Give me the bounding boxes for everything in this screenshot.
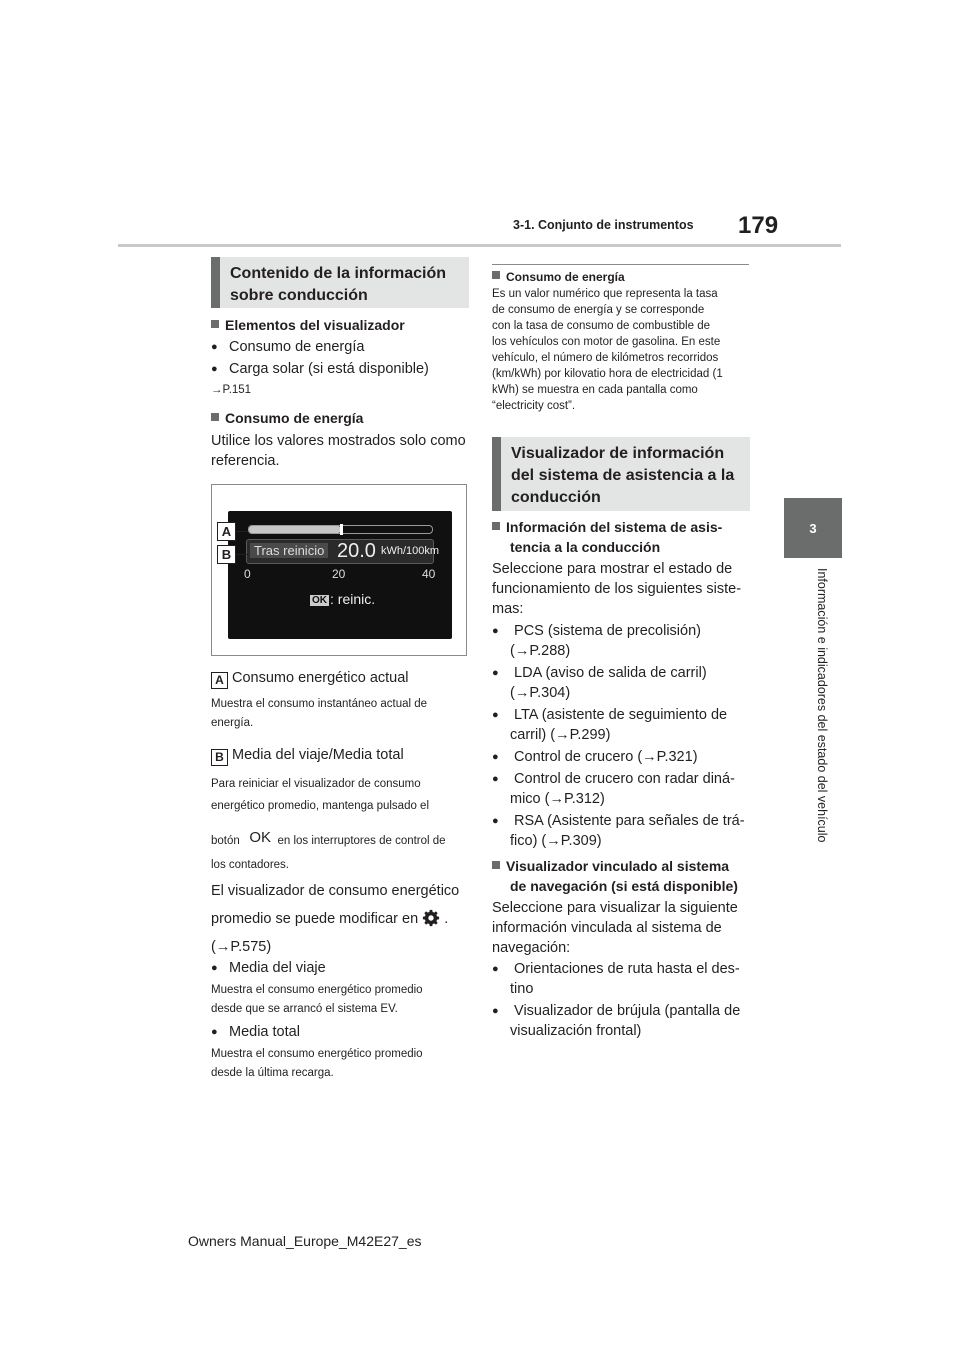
- average-line: [211, 909, 448, 929]
- square-bullet-icon: [211, 320, 219, 328]
- text-line: los vehículos con motor de gasolina. En este: [492, 336, 721, 348]
- bullet-rsa: [492, 811, 768, 851]
- subheading-text: Información del sistema de asis-: [506, 519, 723, 535]
- text-line: con la tasa de consumo de combustible de: [492, 320, 710, 332]
- callout-leader: [236, 531, 248, 532]
- assist-paragraph: [492, 559, 750, 619]
- scale-tick: 40: [422, 567, 436, 581]
- average-consumption-box: [246, 539, 440, 564]
- subheading-display-elements: [211, 315, 405, 335]
- text-line: navegación:: [492, 940, 571, 956]
- subheading-text: Consumo de energía: [506, 270, 625, 284]
- bullet-lda: [492, 663, 768, 703]
- label-a-desc: Muestra el consumo instantáneo actual de: [211, 698, 428, 710]
- subheading-assist-info: [492, 517, 750, 557]
- label-a-row: [211, 668, 409, 689]
- bullet-compass: [492, 1001, 768, 1041]
- subheading-text: tencia a la conducción: [510, 539, 661, 555]
- text-line: kWh) se muestra en cada pantalla como: [492, 384, 698, 396]
- bullet-desc: Muestra el consumo energético promedio: [211, 984, 423, 996]
- subheading-navigation-display: [492, 856, 750, 896]
- text-line: Es un valor numérico que representa la tasa: [492, 288, 718, 300]
- current-consumption-marker: [340, 524, 343, 535]
- subheading-text: Visualizador vinculado al sistema: [506, 858, 730, 874]
- section-rule: [492, 264, 749, 265]
- text-line: mas:: [492, 601, 524, 617]
- label-b-desc: [211, 828, 446, 851]
- heading-line: del sistema de asistencia a la: [511, 467, 735, 484]
- callout-leader: [236, 554, 248, 555]
- average-line: El visualizador de consumo energético: [211, 883, 460, 899]
- bullet-lta: [492, 705, 768, 745]
- text-line: (km/kWh) por kilovatio hora de electricidad (1: [492, 368, 723, 380]
- ok-button-icon: OK: [249, 829, 272, 846]
- bullet-text: RSA (Asistente para señales de trá-: [514, 813, 745, 829]
- label-b-desc: Para reiniciar el visualizador de consumo: [211, 778, 421, 790]
- current-consumption-fill: [249, 526, 341, 533]
- bullet-total-average: ● Media total: [211, 1022, 487, 1042]
- square-bullet-icon: [492, 271, 500, 279]
- label-a-text: Consumo energético actual: [232, 670, 409, 686]
- text-line: información vinculada al sistema de: [492, 920, 722, 936]
- meter-screen: [228, 511, 452, 639]
- bullet-text: (→P.304): [510, 685, 571, 701]
- bullet-text: tino: [510, 981, 534, 997]
- footer-manual-id: Owners Manual_Europe_M42E27_es: [188, 1233, 422, 1249]
- bullet-cruise-control: [492, 747, 768, 767]
- bullet-solar-charge: ● Carga solar (si está disponible): [211, 359, 487, 379]
- current-consumption-bar: [248, 525, 433, 534]
- label-a-desc: energía.: [211, 717, 254, 729]
- square-bullet-icon: [492, 522, 500, 530]
- header-rule: [118, 244, 841, 247]
- subheading-text: Elementos del visualizador: [225, 317, 405, 333]
- bullet-text: mico (→P.312): [510, 791, 605, 807]
- text-line: Seleccione para mostrar el estado de: [492, 561, 733, 577]
- text-line: vehículo, el número de kilómetros recorridos: [492, 352, 719, 364]
- chapter-tab: 3: [784, 498, 842, 558]
- page-number: 179: [738, 212, 779, 239]
- bullet-text: visualización frontal): [510, 1023, 642, 1039]
- label-b-desc: energético promedio, mantenga pulsado el: [211, 800, 430, 812]
- heading-line: Contenido de la información: [230, 265, 447, 282]
- text-line: “electricity cost”.: [492, 400, 576, 412]
- subheading-text: Consumo de energía: [225, 410, 364, 426]
- bullet-text: carril) (→P.299): [510, 727, 611, 743]
- desc-text: botón: [211, 835, 240, 847]
- energy-display-figure: [211, 484, 467, 656]
- average-text: .: [444, 911, 449, 927]
- average-label: Tras reinicio: [250, 543, 328, 558]
- bullet-text: Control de crucero (→P.321): [514, 749, 698, 765]
- text-line: funcionamiento de los siguientes siste-: [492, 581, 742, 597]
- bullet-text: LDA (aviso de salida de carril): [514, 665, 707, 681]
- bullet-route-guidance: [492, 959, 768, 999]
- heading-line: Visualizador de información: [511, 445, 725, 462]
- bullet-desc: desde la última recarga.: [211, 1067, 334, 1079]
- average-value: 20.0: [337, 540, 376, 562]
- bullet-energy-consumption: ● Consumo de energía: [211, 337, 487, 357]
- average-unit: kWh/100km: [381, 545, 440, 557]
- square-bullet-icon: [492, 861, 500, 869]
- label-a-box: A: [211, 672, 228, 689]
- navigation-paragraph: [492, 898, 750, 958]
- label-b-text: Media del viaje/Media total: [232, 747, 404, 763]
- bullet-text: Control de crucero con radar diná-: [514, 771, 735, 787]
- bullet-trip-average: ● Media del viaje: [211, 958, 487, 978]
- bullet-desc: Muestra el consumo energético promedio: [211, 1048, 423, 1060]
- intro-line: referencia.: [211, 453, 280, 469]
- callout-b: B: [217, 545, 236, 564]
- subheading-energy-consumption-note: [492, 267, 625, 287]
- label-b-desc: los contadores.: [211, 859, 289, 871]
- square-bullet-icon: [211, 413, 219, 421]
- bullet-desc: desde que se arrancó el sistema EV.: [211, 1003, 398, 1015]
- label-b-row: [211, 745, 404, 766]
- intro-line: Utilice los valores mostrados solo como: [211, 433, 466, 449]
- heading-line: sobre conducción: [230, 287, 368, 304]
- callout-a: A: [217, 522, 236, 541]
- bullet-text: Visualizador de brújula (pantalla de: [514, 1003, 741, 1019]
- subheading-energy-consumption: [211, 408, 363, 428]
- section-title: 3-1. Conjunto de instrumentos: [513, 218, 694, 232]
- label-b-box: B: [211, 749, 228, 766]
- subheading-text: de navegación (si está disponible): [510, 878, 738, 894]
- heading-driving-info: [211, 257, 469, 308]
- text-line: de consumo de energía y se corresponde: [492, 304, 705, 316]
- average-text: promedio se puede modificar en: [211, 911, 419, 927]
- bullet-text: PCS (sistema de precolisión): [514, 623, 701, 639]
- page-reference: →P.151: [211, 384, 252, 396]
- scale-tick: 20: [332, 567, 346, 581]
- scale-tick: 0: [244, 567, 251, 581]
- heading-driving-assist: [492, 437, 750, 511]
- ok-key-icon: OK: [312, 595, 327, 606]
- gear-icon: [422, 909, 440, 927]
- energy-note-paragraph: [492, 286, 750, 414]
- bullet-text: Orientaciones de ruta hasta el des-: [514, 961, 740, 977]
- reset-label: : reinic.: [330, 591, 376, 607]
- text-line: Seleccione para visualizar la siguiente: [492, 900, 738, 916]
- heading-line: conducción: [511, 489, 601, 506]
- page-reference: (→P.575): [211, 939, 272, 955]
- bullet-radar-cruise: [492, 769, 768, 809]
- desc-text: en los interruptores de control de: [277, 835, 446, 847]
- bullet-text: fico) (→P.309): [510, 833, 602, 849]
- chapter-title: Información e indicadores del estado del vehículo: [815, 568, 829, 843]
- bullet-text: (→P.288): [510, 643, 571, 659]
- bullet-pcs: [492, 621, 768, 661]
- bullet-text: LTA (asistente de seguimiento de: [514, 707, 728, 723]
